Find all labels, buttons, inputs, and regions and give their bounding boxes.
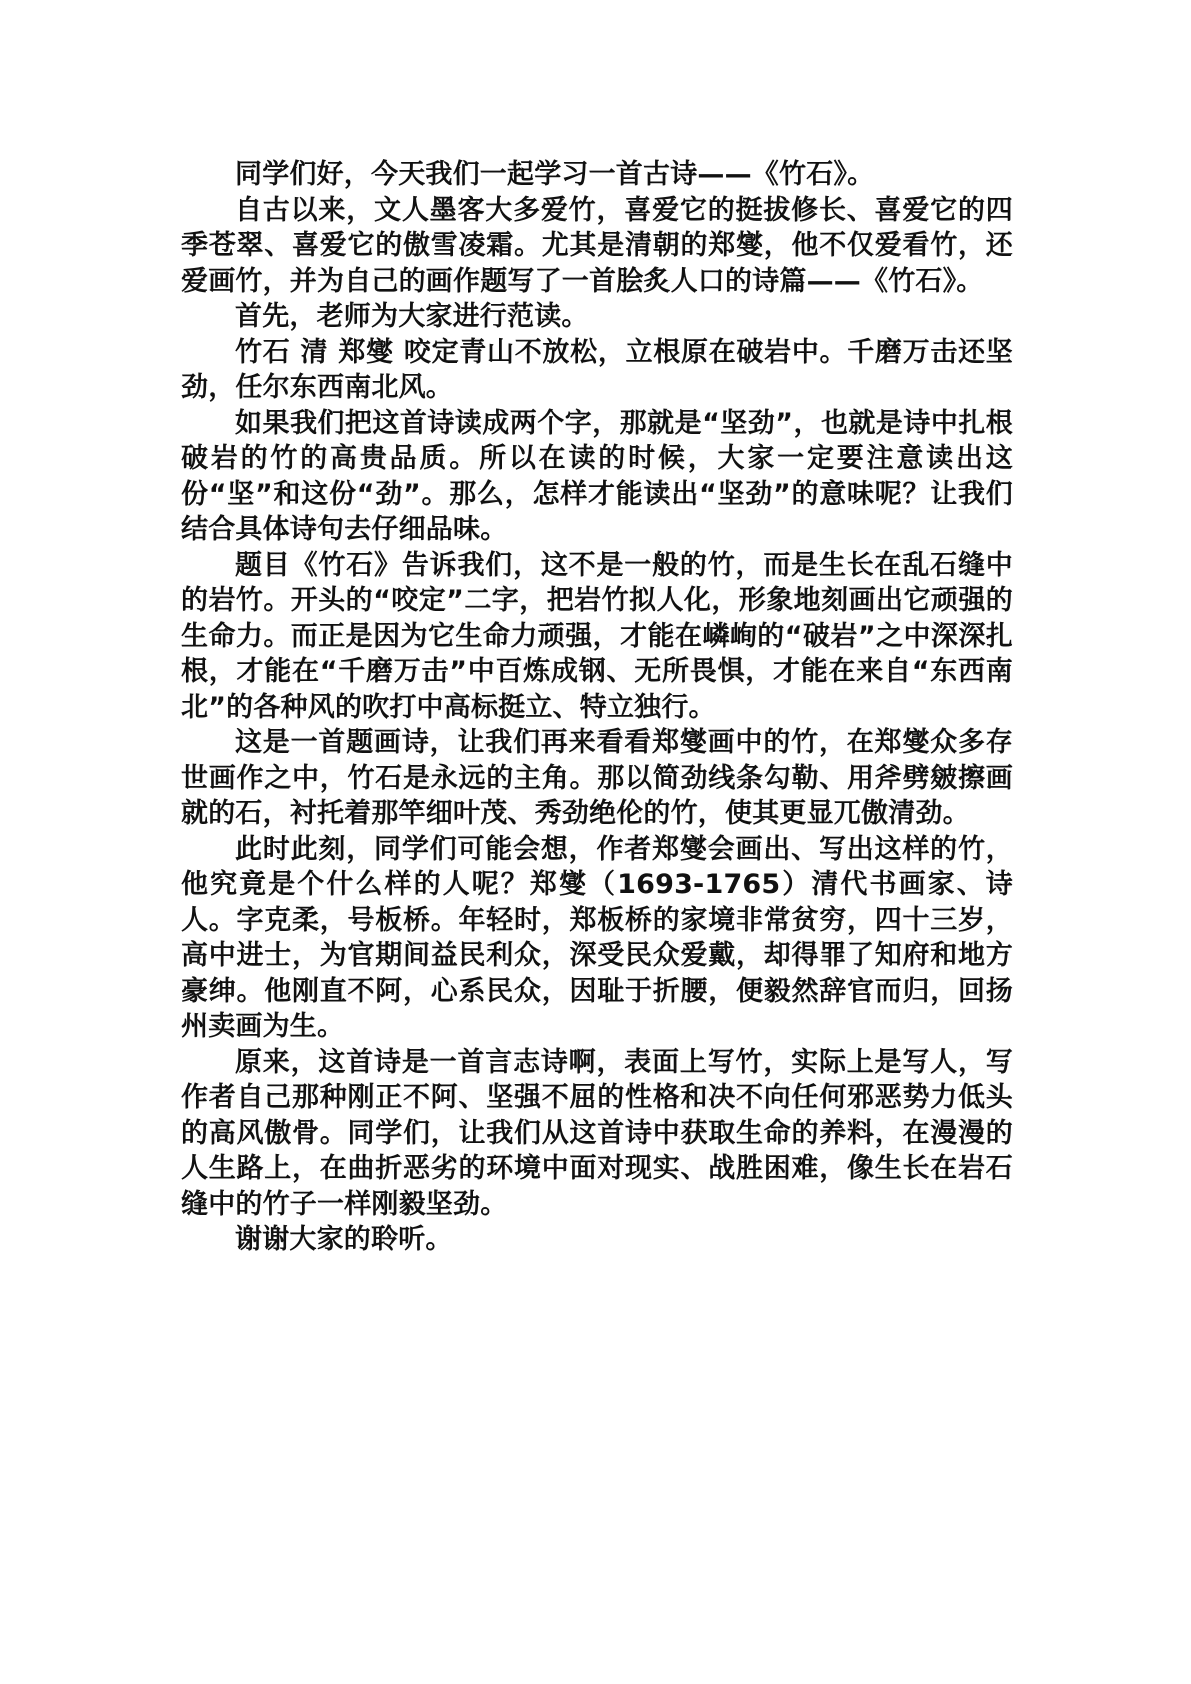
paragraph-poem-text: 竹石 清 郑燮 咬定青山不放松，立根原在破岩中。千磨万击还坚劲，任尔东西南北风。 (181, 336, 1013, 403)
paragraph-key-word: 如果我们把这首诗读成两个字，那就是“坚劲”，也就是诗中扎根破岩的竹的高贵品质。所以在读的时候，大家一定要注意读出这份“坚”和这份“劲”。那么，怎样才能读出“坚劲”的意味呢？让我们结合具体诗句去仔细品味。 (181, 407, 1013, 545)
document-body (181, 157, 1013, 1258)
paragraph-model-reading: 首先，老师为大家进行范读。 (235, 301, 589, 332)
paragraph-conclusion: 原来，这首诗是一首言志诗啊，表面上写竹，实际上是写人，写作者自己那种刚正不阿、坚强不屈的性格和决不向任何邪恶势力低头的高风傲骨。同学们，让我们从这首诗中获取生命的养料，在漫漫的人生路上，在曲折恶劣的环境中面对现实、战胜困难，像生长在岩石缝中的竹子一样刚毅坚劲。 (181, 1046, 1013, 1220)
paragraph-title-analysis: 题目《竹石》告诉我们，这不是一般的竹，而是生长在乱石缝中的岩竹。开头的“咬定”二字，把岩竹拟人化，形象地刻画出它顽强的生命力。而正是因为它生命力顽强，才能在嶙峋的“破岩”之中深深扎根，才能在“千磨万击”中百炼成钢、无所畏惧，才能在来自“东西南北”的各种风的吹打中高标挺立、特立独行。 (181, 549, 1013, 723)
paragraph-introduction: 自古以来，文人墨客大多爱竹，喜爱它的挺拔修长、喜爱它的四季苍翠、喜爱它的傲雪凌霜。尤其是清朝的郑燮，他不仅爱看竹，还爱画竹，并为自己的画作题写了一首脍炙人口的诗篇——《竹石》。 (181, 194, 1013, 297)
paragraph-thanks: 谢谢大家的聆听。 (235, 1224, 453, 1255)
paragraph-author-bio: 此时此刻，同学们可能会想，作者郑燮会画出、写出这样的竹，他究竟是个什么样的人呢？郑燮（1693-1765）清代书画家、诗人。字克柔，号板桥。年轻时，郑板桥的家境非常贫穷，四十三岁，高中进士，为官期间益民利众，深受民众爱戴，却得罪了知府和地方豪绅。他刚直不阿，心系民众，因耻于折腰，便毅然辞官而归，回扬州卖画为生。 (181, 833, 1013, 1042)
paragraph-greeting: 同学们好，今天我们一起学习一首古诗——《竹石》。 (235, 159, 875, 190)
paragraph-painting: 这是一首题画诗，让我们再来看看郑燮画中的竹，在郑燮众多存世画作之中，竹石是永远的主角。那以简劲线条勾勒、用斧劈皴擦画就的石，衬托着那竿细叶茂、秀劲绝伦的竹，使其更显兀傲清劲。 (181, 727, 1013, 829)
